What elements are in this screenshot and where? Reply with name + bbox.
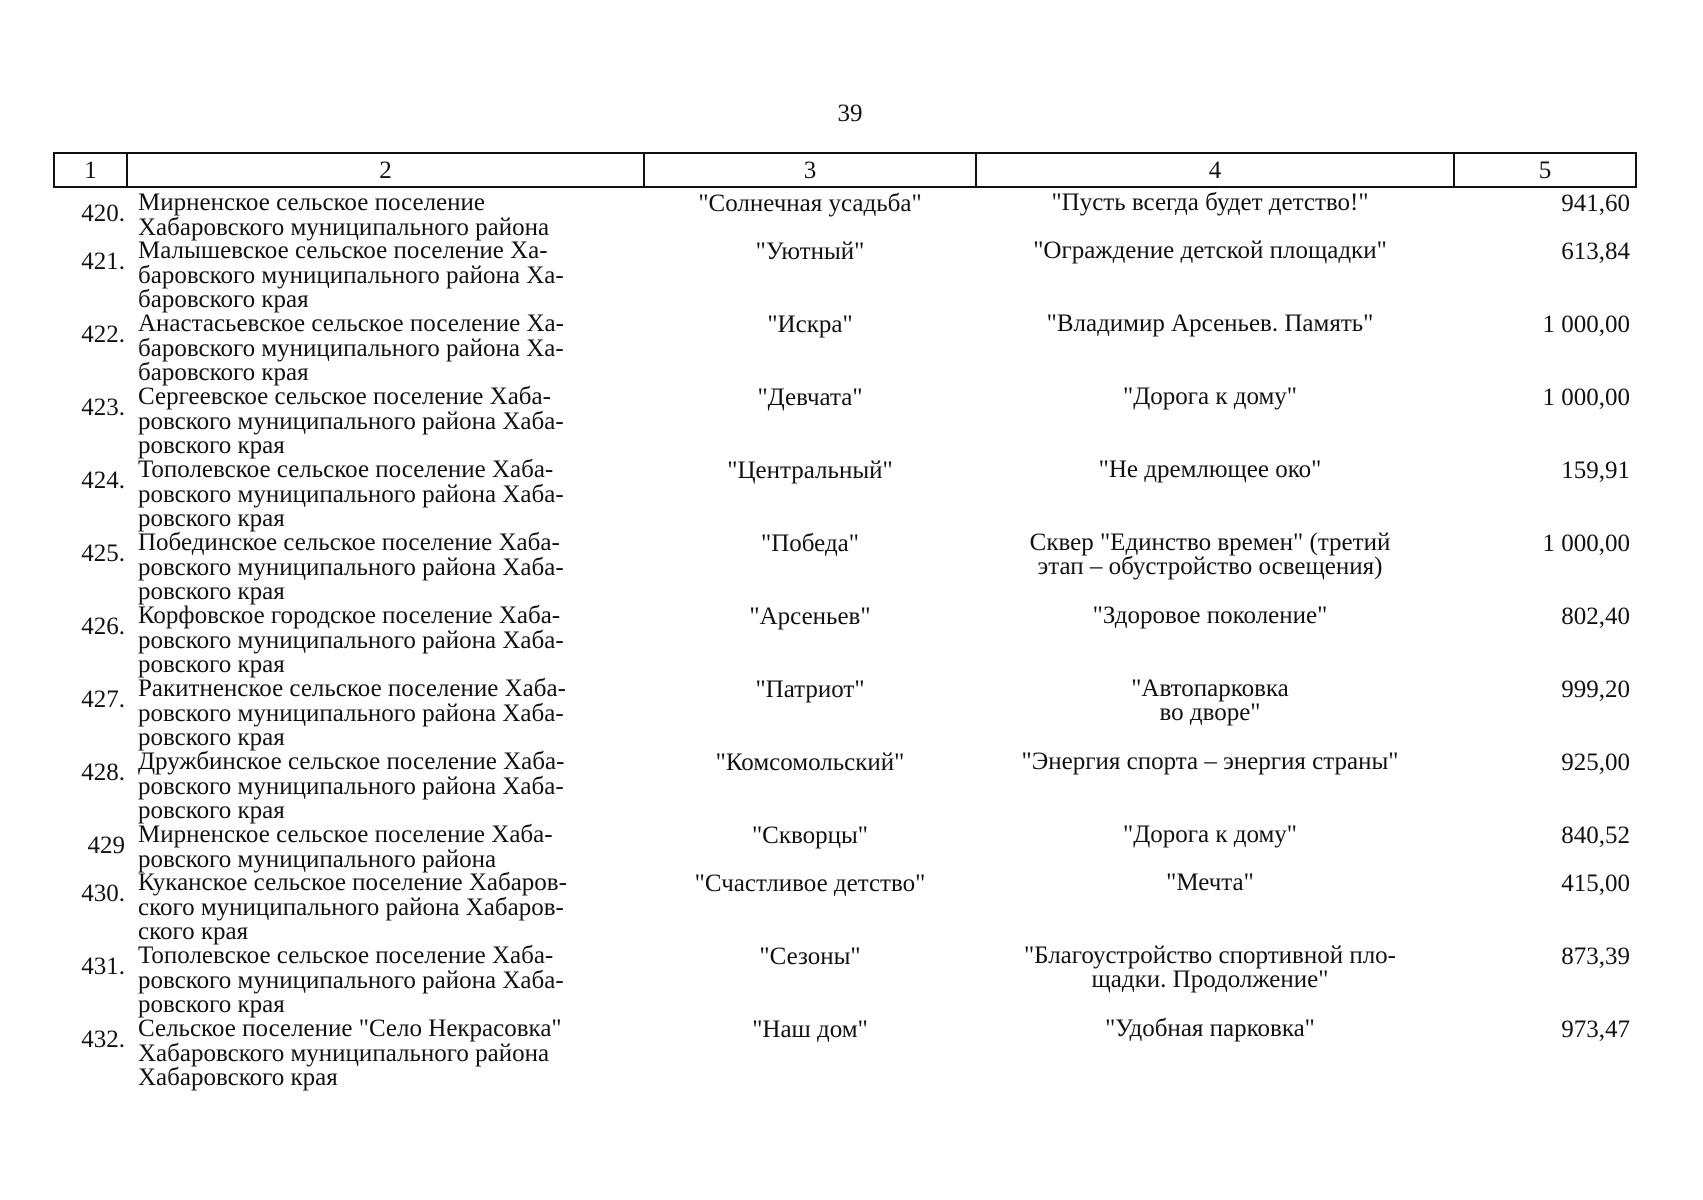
municipality-name: Побединское сельское поселение Хаба- ровского муниципального района Хаба- ровского края — [138, 529, 564, 605]
project-name: "Дорога к дому" — [1122, 383, 1298, 410]
amount: 840,52 — [1561, 822, 1630, 849]
row-number: 426. — [81, 613, 125, 640]
amount: 999,20 — [1561, 676, 1630, 703]
amount: 613,84 — [1561, 238, 1630, 265]
municipality-name: Мирненское сельское поселение Хабаровского муниципального района — [138, 189, 550, 241]
project-name: "Мечта" — [1166, 869, 1254, 896]
row-number: 424. — [81, 467, 125, 494]
municipality-name: Сергеевское сельское поселение Хаба- ровского муниципального района Хаба- ровского края — [138, 383, 564, 459]
row-number: 420. — [81, 200, 125, 227]
project-name: "Не дремлющее око" — [1098, 456, 1322, 483]
municipality-name: Анастасьевское сельское поселение Ха- баровского муниципального района Ха- баровского края — [138, 310, 564, 386]
project-name: "Ограждение детской площадки" — [1033, 237, 1387, 264]
project-name: "Благоустройство спортивной пло- щадки. Продолжение" — [1023, 942, 1397, 993]
amount: 941,60 — [1561, 190, 1630, 217]
amount: 1 000,00 — [1542, 311, 1630, 338]
team-name: "Солнечная усадьба" — [698, 190, 922, 217]
row-number: 431. — [81, 953, 125, 980]
project-name: "Владимир Арсеньев. Память" — [1046, 310, 1374, 337]
team-name: "Центральный" — [727, 457, 893, 484]
project-name: "Энергия спорта – энергия страны" — [1021, 748, 1399, 775]
team-name: "Сезоны" — [759, 943, 861, 970]
header-col-4: 4 — [977, 154, 1455, 186]
team-name: "Комсомольский" — [715, 749, 905, 776]
header-col-3: 3 — [645, 154, 977, 186]
amount: 802,40 — [1561, 603, 1630, 630]
page-number: 39 — [837, 100, 863, 127]
municipality-name: Малышевское сельское поселение Ха- баровского муниципального района Ха- баровского края — [138, 237, 564, 313]
municipality-name: Сельское поселение "Село Некрасовка" Хабаровского муниципального района Хабаровского края — [138, 1015, 562, 1091]
municipality-name: Дружбинское сельское поселение Хаба- ровского муниципального района Хаба- ровского края — [138, 748, 565, 824]
project-name: "Удобная парковка" — [1105, 1015, 1315, 1042]
amount: 925,00 — [1561, 749, 1630, 776]
amount: 1 000,00 — [1542, 384, 1630, 411]
amount: 415,00 — [1561, 870, 1630, 897]
row-number: 421. — [81, 248, 125, 275]
team-name: "Победа" — [761, 530, 859, 557]
project-name: "Пусть всегда будет детство!" — [1051, 189, 1369, 216]
row-number: 430. — [81, 880, 125, 907]
municipality-name: Куканское сельское поселение Хабаров- ского муниципального района Хабаров- ского края — [138, 869, 567, 945]
municipality-name: Тополевское сельское поселение Хаба- ровского муниципального района Хаба- ровского края — [138, 456, 564, 532]
amount: 1 000,00 — [1542, 530, 1630, 557]
team-name: "Счастливое детство" — [694, 870, 926, 897]
row-number: 432. — [81, 1026, 125, 1053]
municipality-name: Мирненское сельское поселение Хаба- ровского муниципального района — [138, 821, 553, 873]
row-number: 422. — [81, 321, 125, 348]
header-col-5: 5 — [1538, 157, 1552, 184]
team-name: "Уютный" — [755, 238, 865, 265]
project-name: Сквер "Единство времен" (третий этап – обустройство освещения) — [1029, 529, 1391, 580]
amount: 873,39 — [1561, 943, 1630, 970]
project-name: "Дорога к дому" — [1122, 821, 1298, 848]
amount: 973,47 — [1561, 1016, 1630, 1043]
team-name: "Скворцы" — [751, 822, 869, 849]
team-name: "Арсеньев" — [749, 603, 871, 630]
project-name: "Автопарковка во дворе" — [1131, 675, 1289, 726]
row-number: 427. — [81, 686, 125, 713]
municipality-name: Ракитненское сельское поселение Хаба- ровского муниципального района Хаба- ровского края — [138, 675, 566, 751]
project-name: "Здоровое поколение" — [1092, 602, 1328, 629]
header-col-1: 1 — [55, 154, 128, 186]
header-col-2: 2 — [128, 154, 645, 186]
row-number: 428. — [81, 759, 125, 786]
municipality-name: Корфовское городское поселение Хаба- ровского муниципального района Хаба- ровского края — [138, 602, 564, 678]
row-number: 429 — [87, 832, 125, 859]
team-name: "Патриот" — [755, 676, 865, 703]
team-name: "Искра" — [767, 311, 853, 338]
amount: 159,91 — [1561, 457, 1630, 484]
row-number: 425. — [81, 540, 125, 567]
municipality-name: Тополевское сельское поселение Хаба- ровского муниципального района Хаба- ровского края — [138, 942, 564, 1018]
team-name: "Наш дом" — [752, 1016, 868, 1043]
row-number: 423. — [81, 394, 125, 421]
team-name: "Девчата" — [757, 384, 863, 411]
